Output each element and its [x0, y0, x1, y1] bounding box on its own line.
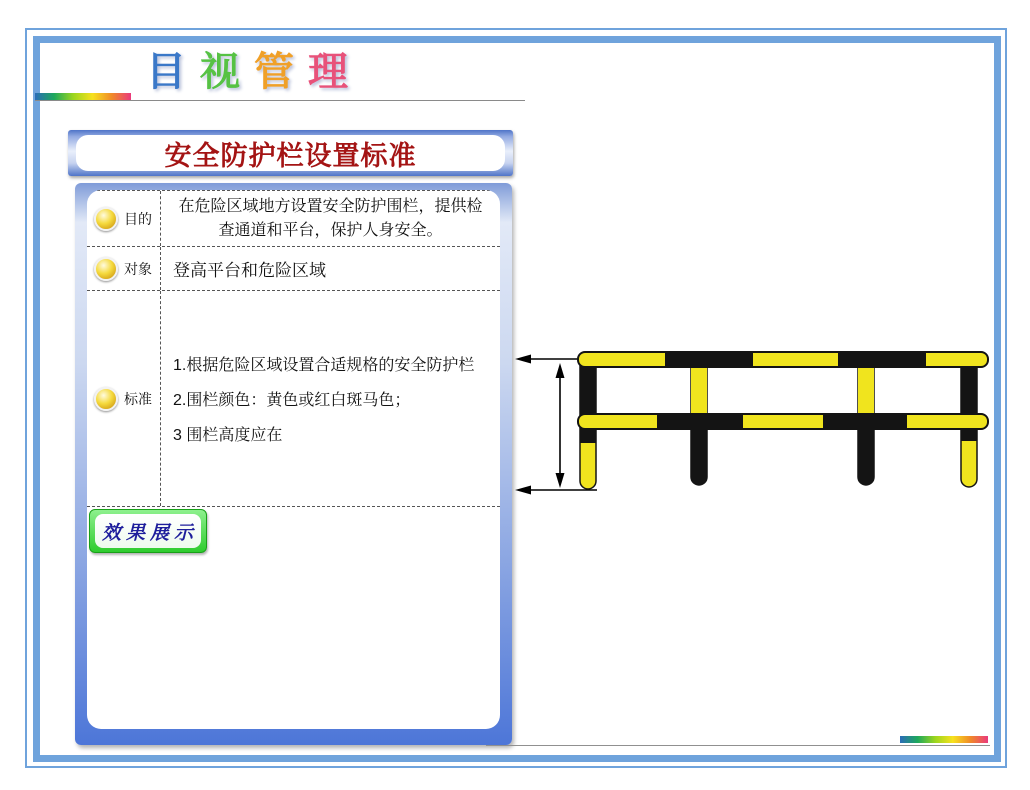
- standard-line-2: 2.围栏颜色：黄色或红白斑马色；: [173, 392, 411, 409]
- title-char-3: 管: [254, 48, 308, 95]
- section-header-title: 安全防护栏设置标准: [164, 140, 417, 171]
- effect-display-button[interactable]: [89, 509, 207, 553]
- bottom-underline: [486, 745, 990, 746]
- safety-fence-illustration: [505, 335, 1005, 500]
- standard-line-3: 3 围栏高度应在: [173, 427, 283, 444]
- standard-line-1: 1.根据危险区域设置合适规格的安全防护栏: [173, 357, 475, 374]
- gold-bullet-icon: [94, 207, 118, 231]
- rainbow-bar-bottom: [900, 736, 988, 743]
- section-header-plate: [76, 135, 505, 171]
- object-content: 登高平台和危险区域: [173, 261, 326, 280]
- object-label-cell: [87, 247, 161, 290]
- table-row-purpose: [87, 191, 500, 247]
- standard-label-cell: [87, 291, 161, 506]
- purpose-label: 目的: [124, 210, 152, 227]
- table-row-standard: [87, 291, 500, 507]
- object-label: 对象: [124, 260, 152, 277]
- standard-label: 标准: [124, 390, 152, 407]
- effect-display-button-label: 效果展示: [101, 521, 198, 544]
- standards-table: [87, 190, 500, 507]
- content-panel: [75, 183, 512, 745]
- title-char-4: 理: [308, 48, 362, 95]
- fence-top-rail: [578, 352, 988, 367]
- standard-content: [161, 291, 500, 506]
- section-header: [68, 130, 513, 176]
- title-char-2: 视: [200, 48, 254, 95]
- title-underline: [35, 100, 525, 101]
- purpose-content: 在危险区域地方设置安全防护围栏，提供检查通道和平台，保护人身安全。: [178, 198, 483, 239]
- fence-middle-rail: [578, 414, 988, 429]
- title-char-1: 目: [146, 48, 200, 95]
- content-panel-body: [87, 190, 500, 729]
- page-title: [146, 40, 362, 97]
- gold-bullet-icon: [94, 387, 118, 411]
- gold-bullet-icon: [94, 257, 118, 281]
- effect-display-button-face: [95, 514, 201, 548]
- purpose-label-cell: [87, 191, 161, 246]
- table-row-object: [87, 247, 500, 291]
